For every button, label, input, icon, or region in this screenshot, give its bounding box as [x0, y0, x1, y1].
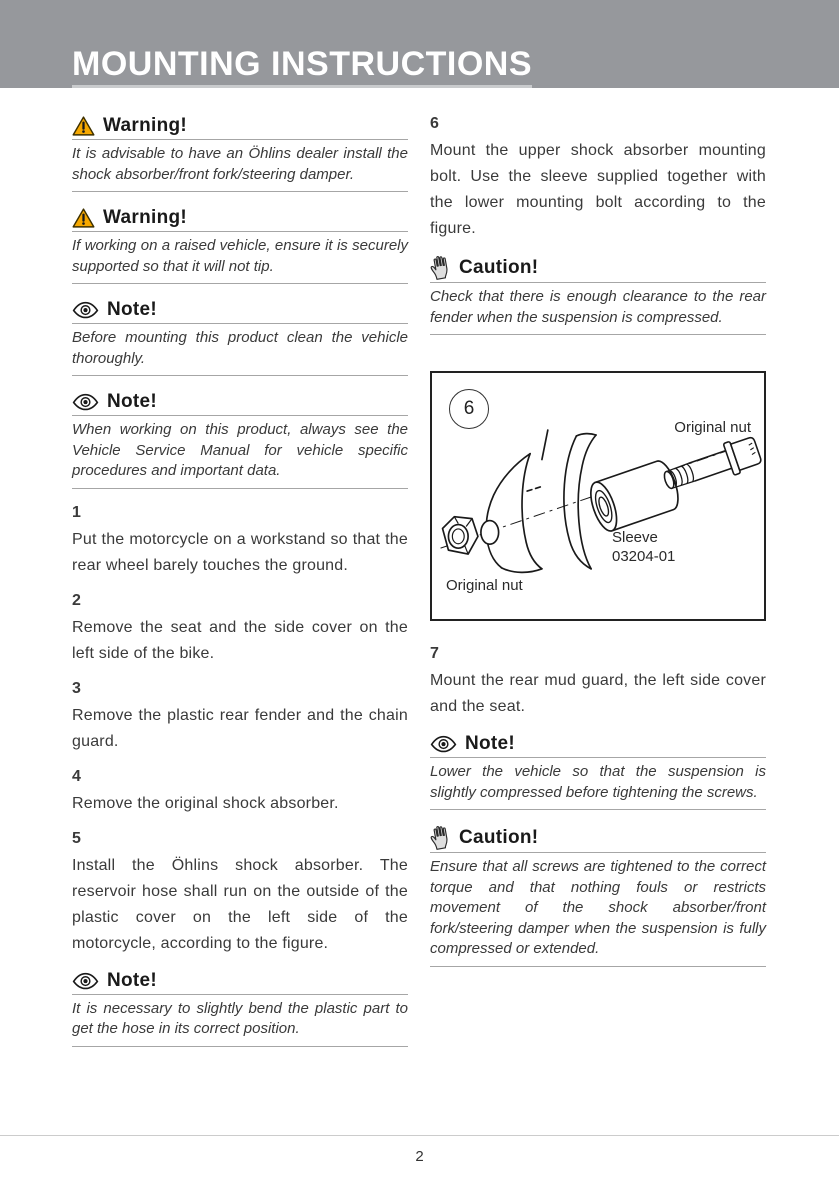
eye-icon: [72, 301, 99, 319]
note-block: [72, 391, 408, 489]
step-text: Remove the original shock absorber.: [72, 794, 339, 812]
admonition-header: [72, 207, 408, 232]
admonition-header: [72, 391, 408, 416]
content: [0, 88, 839, 1062]
admonition-title: Caution!: [459, 826, 539, 848]
eye-icon: [72, 393, 99, 411]
step-text: Mount the rear mud guard, the left side cover and the seat.: [430, 672, 766, 715]
admonition-body: Ensure that all screws are tightened to the correct torque and that nothing fouls or restricts movement of the shock absorber/front fork/steering damper when the suspension is fully compressed or extended.: [430, 853, 766, 967]
bolt-drawing: [660, 434, 763, 497]
figure-label-sleeve-name: Sleeve: [612, 529, 658, 546]
hand-icon: [430, 255, 451, 280]
note-block: [430, 733, 766, 810]
admonition-title: Note!: [107, 969, 158, 991]
admonition-header: [72, 299, 408, 324]
step-text: Mount the upper shock absorber mounting bolt. Use the sleeve supplied together with the lower mounting bolt according to the figure.: [430, 142, 766, 237]
note-block: [72, 970, 408, 1047]
admonition-title: Note!: [107, 299, 158, 320]
step-number: 3: [72, 679, 81, 697]
step-number: 2: [72, 591, 81, 609]
step-7: [430, 645, 766, 720]
warning-triangle-icon: [72, 116, 95, 136]
sleeve-drawing: [586, 458, 684, 534]
eye-icon: [430, 735, 457, 753]
figure-label-sleeve-part-number: 03204-01: [612, 548, 676, 565]
step-5: [72, 830, 408, 957]
admonition-title: Warning!: [103, 115, 188, 136]
figure-callout-number: 6: [449, 389, 489, 429]
admonition-body: It is advisable to have an Öhlins dealer install the shock absorber/front fork/steering damper.: [72, 140, 408, 192]
admonition-header: [430, 255, 766, 283]
note-block: [72, 299, 408, 376]
step-text: Put the motorcycle on a workstand so that the rear wheel barely touches the ground.: [72, 530, 408, 574]
hand-icon: [430, 825, 451, 850]
step-number: 1: [72, 503, 81, 521]
step-text: Remove the seat and the side cover on the left side of the bike.: [72, 618, 408, 662]
admonition-title: Note!: [107, 391, 158, 412]
admonition-body: Lower the vehicle so that the suspension is slightly compressed before tightening the screws.: [430, 758, 766, 810]
figure-label-original-nut-top: Original nut: [674, 419, 751, 436]
warning-block: [72, 207, 408, 284]
admonition-body: When working on this product, always see the Vehicle Service Manual for vehicle specific procedures and important data.: [72, 416, 408, 489]
admonition-header: [72, 115, 408, 140]
step-6: [430, 115, 766, 242]
header-band: [0, 0, 839, 88]
figure-label-original-nut-bottom: Original nut: [446, 577, 523, 594]
eye-icon: [72, 972, 99, 990]
admonition-body: It is necessary to slightly bend the plastic part to get the hose in its correct position.: [72, 995, 408, 1047]
page-number: 2: [415, 1148, 424, 1165]
left-column: [72, 115, 408, 1062]
page-title: MOUNTING INSTRUCTIONS: [72, 47, 532, 88]
figure-6-box: [430, 371, 766, 621]
step-2: [72, 592, 408, 667]
admonition-body: Check that there is enough clearance to the rear fender when the suspension is compressed.: [430, 283, 766, 335]
swingarm-drawing: [481, 430, 596, 572]
step-number: 7: [430, 645, 439, 662]
step-3: [72, 680, 408, 755]
admonition-header: [430, 825, 766, 853]
step-text: Install the Öhlins shock absorber. The reservoir hose shall run on the outside of the plastic cover on the left side of the motorcycle, according to the figure.: [72, 856, 408, 952]
figure-label-sleeve: [612, 528, 675, 566]
admonition-header: [72, 970, 408, 995]
step-1: [72, 504, 408, 579]
caution-block: [430, 255, 766, 335]
right-column: [430, 115, 766, 1062]
admonition-title: Note!: [465, 733, 516, 754]
admonition-title: Warning!: [103, 207, 188, 228]
admonition-title: Caution!: [459, 256, 539, 278]
nut-drawing: [443, 517, 478, 554]
step-text: Remove the plastic rear fender and the chain guard.: [72, 706, 408, 750]
warning-block: [72, 115, 408, 192]
warning-triangle-icon: [72, 208, 95, 228]
step-number: 5: [72, 829, 81, 847]
step-4: [72, 768, 408, 817]
admonition-body: If working on a raised vehicle, ensure it is securely supported so that it will not tip.: [72, 232, 408, 284]
caution-block: [430, 825, 766, 967]
step-number: 6: [430, 115, 439, 132]
admonition-body: Before mounting this product clean the vehicle thoroughly.: [72, 324, 408, 376]
footer: [0, 1135, 839, 1190]
admonition-header: [430, 733, 766, 758]
step-number: 4: [72, 767, 81, 785]
